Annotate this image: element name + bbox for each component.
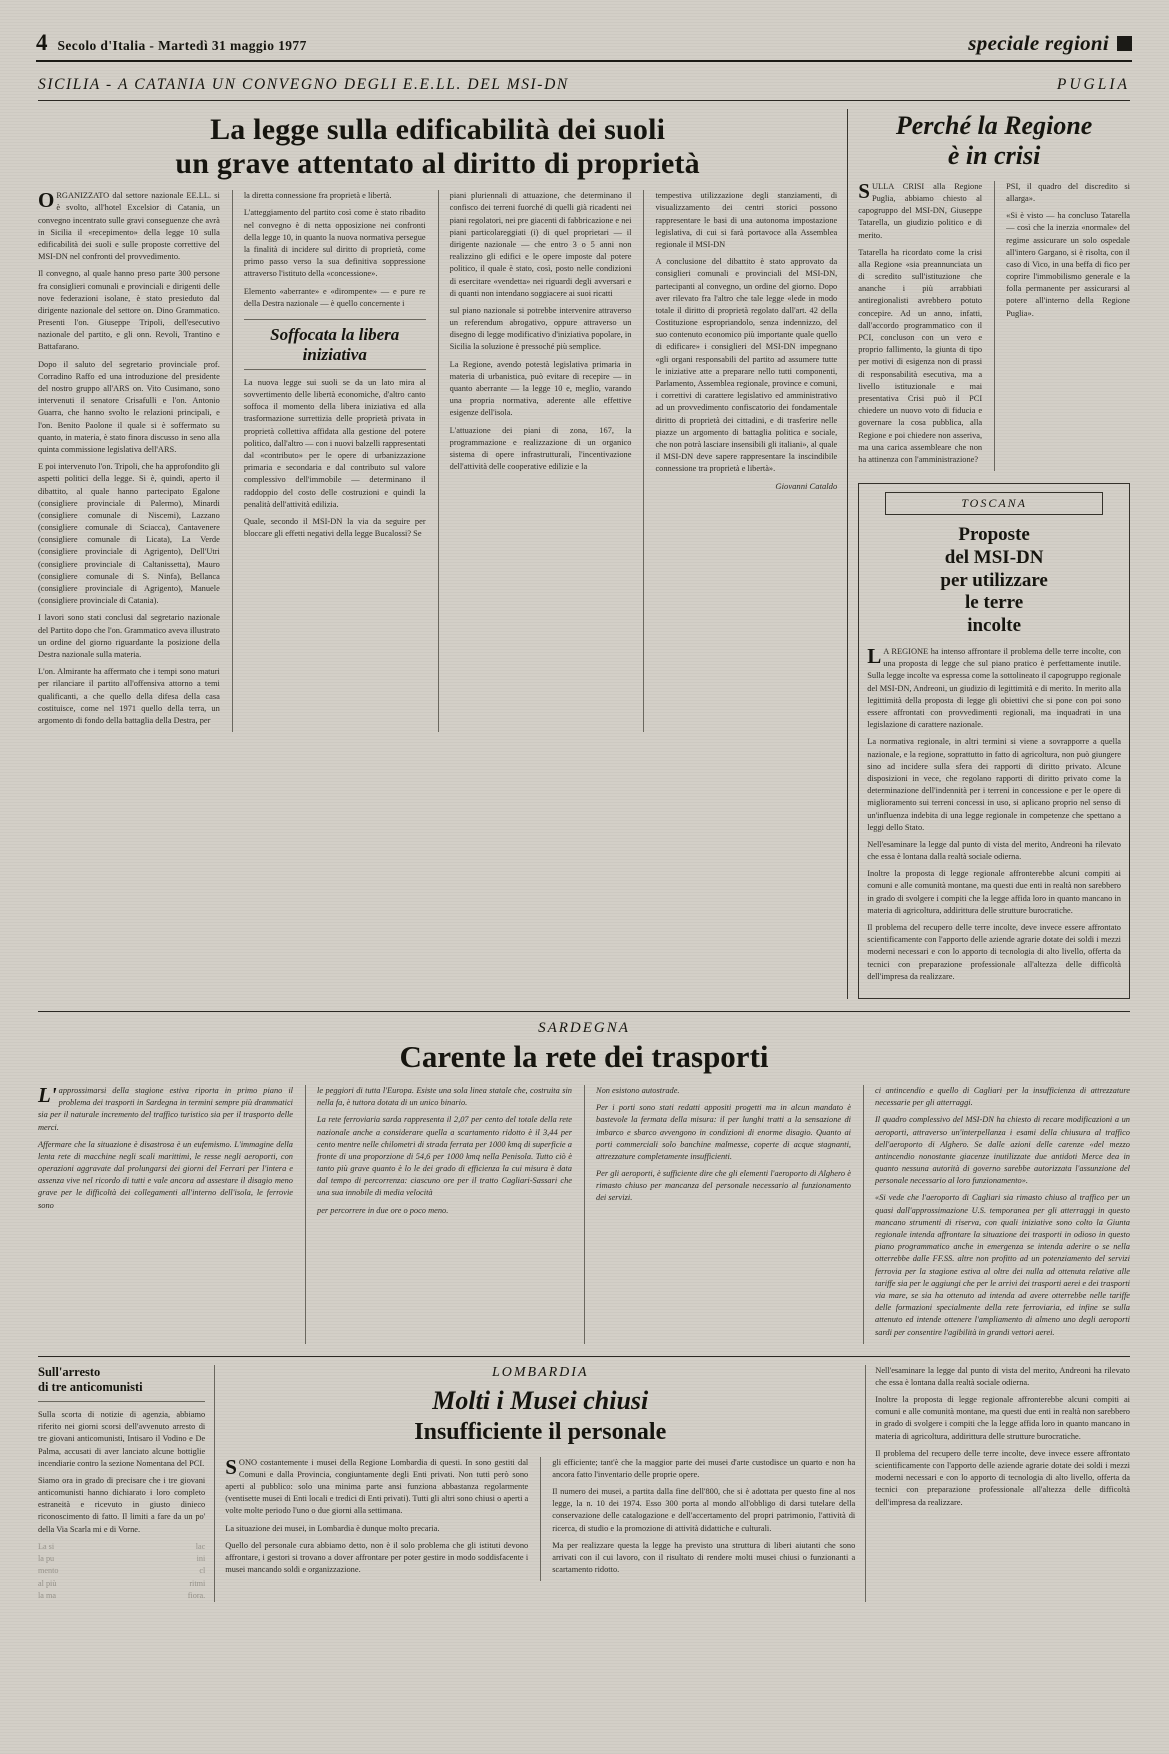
sardegna-col-2 [305,1085,572,1344]
paragraph: Nell'esaminare la legge dal punto di vista del merito, Andreoni ha rilevato che essa è lontana dalla realtà sociale odierna. [875,1365,1130,1387]
main-grid [38,109,1130,999]
sicilia-headline-line2: un grave attentato al diritto di proprietà [175,146,700,180]
toscana-kicker: TOSCANA [885,492,1103,515]
puglia-headline [858,111,1130,171]
paragraph: ORGANIZZATO dal settore nazionale EE.LL. si è svolto, all'hotel Excelsior di Catania, un convegno incentrato sulle gravi conseguenze che avrà in Sicilia il «recepimento» della legge 10 sulla edificabilità dei suoli e sulle proposte correttive del MSI-DN nel confronti del provvedimento. [38,188,220,262]
toscana-title-line2: del MSI-DN [944,546,1044,568]
sardegna-col-1 [38,1082,293,1344]
sardegna-col-4 [863,1085,1130,1344]
sicilia-columns [38,190,837,732]
publication-title: Secolo d'Italia - Martedì 31 maggio 1977 [57,38,307,53]
paragraph: La normativa regionale, in altri termini si viene a sovrapporre a quella nazionale, e la regione, soprattutto in fatto di agricoltura, non può giungere sino ad incidere sulla sfera dei rapporti di diritto privato. Alcune disposizioni in vece, che regolano rapporti di diritto privato come la determinazione dell'indennità per i terreni in concessione e per le opere di miglioramento sui terreni concessi in uso, si aplicano proprio nel senso di un'influenza indebita di una legge regionale in competenze che spettano a leggi dello Stato. [867,737,1121,832]
masthead-right [968,31,1132,56]
paragraph: Affermare che la situazione è disastrosa è un eufemismo. L'immagine della lenta rete di macchine negli scali marittimi, le resse negli aeroporti, con operazioni aggravate dal prolungarsi dei giorni del Ferrari per l'intera e assenza vive nel ricordo di tutti e vale ancora ad assestare il disagio meno grave per le difficoltà dei collegamenti all'interno dell'isola, le ferrovie sono [38,1139,293,1210]
paragraph: «Si è visto — ha concluso Tatarella — così che la inerzia «normale» del regime assicurare un solo ospedale all'intero Gargano, si è risolta, con il caso di Vico, in una beffa di fico per coprire l'immobilismo generale e la folla permanente per assicurarsi al potere all'interno della Regione Puglia». [1006,211,1130,318]
paragraph: Non esistono autostrade. [596,1085,680,1095]
article-lombardia [225,1365,855,1603]
section-title: speciale regioni [968,31,1109,55]
page-sheet [28,30,1140,1730]
puglia-col-1 [858,178,983,471]
masthead [36,30,1132,62]
arresto-title [38,1365,205,1402]
paragraph: Il quadro complessivo del MSI-DN ha chiesto di recare modificazioni a un aeroporti, attraverso un'interpellanza i esami della chiusura al traffico dell'aeroporto di Alghero. Se dalle azioni delle carenze «del mezzo antincendio nonostante giacenze inutilizzate due antidoti Merce dea in quanto nessuna autorità di governo sarebbe autorizzata l'assunzione del personale necessario al loro funzionamento». [875,1115,1130,1186]
lower-zone [38,1356,1130,1603]
paragraph: Siamo ora in grado di precisare che i tre giovani anticomunisti hanno dichiarato i loro completo estraneità e ricevuto in giusto dinieco riconoscimento di fatto. Il limiti a fare da un po' della Via Scarla mi e di Vorne. [38,1475,206,1534]
sardegna-columns [38,1082,1130,1344]
paragraph: Tatarella ha ricordato come la crisi alla Regione «sia preannunciata un di scredito sull'istituzione che ananche i più arrabbiati antiregionalisti avrebbero potuto concepire. Ad un anno, infatti, dall'accordo programmatico con il PCI, concluson con un vero e proprio fallimento, la giunta di tipo per motivi di esigenza non di prassi di responsabilità esecutiva, ma a livello istituzionale e mai presentativa Crisi può il PCI chiedere un nuovo voto di fiducia e governare la cosa pubblica, alla Regione e poi chiedere non asseriva, ma una carica assembleare che non ha attinenza con l'amministrazione? [858,247,983,464]
puglia-headline-line2: è in crisi [947,140,1041,170]
sardegna-col-3 [584,1085,851,1344]
sicilia-col-4 [643,190,837,732]
lombardia-columns [225,1454,856,1582]
toscana-continuation [865,1365,1130,1603]
lombardia-col-2 [540,1457,855,1582]
paragraph: E poi intervenuto l'on. Tripoli, che ha approfondito gli aspetti politici della legge. Si è, quindi, aperto il dibattito, al quale hanno partecipato Egalone (consigliere provinciale di Palermo), Minardi (consigliere comunale di Niscemi), Lazzano (consigliere comunale di Sciacca), Cantavenere (consigliere comunale di Licata), La Verde (consigliere provinciale di Agrigento), Dell'Utri (consigliere provinciale di Caltanissetta), Mauro (consigliere comunale di S. Ninfa), Bellanca (consigliere provinciale di Agrigento), Manuele (consigliere provinciale di Catania). [38,462,220,606]
paragraph: PSI, il quadro del discredito si allarga». [1006,181,1130,203]
paragraph: Elemento «aberrante» e «dirompente» — e pure re della Destra nazionale — è quello concernente i [243,286,426,308]
sicilia-col-1 [38,190,220,732]
toscana-title-line4: le terre [965,592,1024,614]
paragraph: la diretta connessione fra proprietà e libertà. [243,191,392,201]
paragraph: Il problema del recupero delle terre incolte, deve invece essere affrontato scientificamente con l'apporto delle aziende agrarie dotate dei soldi i mezzi moderni necessari e con lo apporto di tecnologia di alto livello, offerta da tecnici con preparazione professionale all'altezza delle difficoltà dell'impresa da realizzare. [867,923,1121,981]
sicilia-headline [38,113,837,180]
paragraph: «Si vede che l'aeroporto di Cagliari sia rimasto chiuso al traffico per un quasi dall'approssimazione U.S. temporanea per gli atterraggi in questo mancano strumenti di riserva, con quali iniziative sono colto la Giunta regionale intenda affrontare la situazione dei trasporti in odioso in questo piano programmatico anche in emergenza se intenda aderire o se nella otterrebbe dalle FF.SS. altre non profitto ad un potenziamento del servizi ferrovia per la stagione estiva al oltre dei nulla ad ottenuta relative alle tariffe sia per le aggiungi che per le arrivi dei trasporti aerei e dei trasporti via mare, se sia ha ottenuto ad intenda ad avere otterrebbe nelle tariffe delle formazioni specialmente della rete ferroviaria, ed infine se sulla attenuto ed intende ottenere l'ampliamento di almeno uno degli aeroporti sardi per consentire l'agibilità in grandi vettori aerei. [875,1193,1130,1337]
paragraph: L'attuazione dei piani di zona, 167, la programmazione e realizzazione di un organico sistema di opere infrastrutturali, l'incentivazione dell'attività delle cooperative edilizie e la [449,425,632,472]
paragraph: Per gli aeroporti, è sufficiente dire che gli elementi l'aeroporto di Alghero è rimasto chiuso per mancanza del personale necessario al funzionamento dei servizi. [596,1169,851,1203]
sicilia-col-3 [438,190,632,732]
article-sardegna [38,1011,1130,1344]
paragraph: L'approssimarsi della stagione estiva riporta in primo piano il problema dei trasporti in Sardegna in termini sempre più drammatici sia per il naturale incremento del traffico turistico sia per il trasporto delle merci. [38,1082,293,1132]
paragraph: L'on. Almirante ha affermato che i tempi sono maturi per rilanciare il partito all'offensiva attorno a temi qualificanti, a che quello della difesa della casa costituisce, come nel 1971 quello della terra, un argomento di fondo della battaglia della Destra, per [38,667,220,725]
puglia-columns [858,178,1130,471]
paragraph: LA REGIONE ha intenso affrontare il problema delle terre incolte, con una proposta di legge che sul piano pratico è perfettamente inutile. Sulla legge incolte va espressa come la sottolineato il capogruppo regionale del MSI-DN, Andreoni, un giudizio di legittimità e di merito. In merito alla legittimità della proposta di legge gli obiettivi che si pone con poi sono essere affrontati con provvedimenti regionali, ma inquadrati in una legislazione di carattere nazionale. [867,644,1121,730]
byline: Giovanni Cataldo [775,480,838,491]
puglia-col-2 [994,181,1130,471]
lombardia-headline-line2: Insufficiente il personale [414,1418,667,1445]
paragraph: SULLA CRISI alla Regione Puglia, abbiamo chiesto al capogruppo del MSI-DN, Giuseppe Tatarella, un giudizio politico e di merito. [858,178,983,240]
page-number: 4 [36,30,48,55]
masthead-left [36,30,307,56]
paragraph: Inoltre la proposta di legge regionale affronterebbe alcuni compiti ai comuni e alle comunità montane, ma questi due enti in realtà non sarebbero in grado di svolgere i compiti che la legge affida loro in quanto mancano in materia di agricoltura, addirittura delle strutture burocratiche. [875,1395,1130,1441]
toscana-title-line1: Proposte [958,524,1030,546]
kicker-row [38,76,1130,101]
sardegna-kicker: SARDEGNA [538,1019,630,1036]
paragraph: Il problema del recupero delle terre incolte, deve invece essere affrontato scientificamente con l'apporto delle aziende agrarie dotate dei soldi i mezzi moderni necessari e con lo apporto di tecnologia di alto livello, offerta da tecnici con preparazione professionale all'altezza delle difficoltà dell'impresa da realizzare. [875,1448,1130,1507]
column-tail-text: La si lac la pu ini mento cl al più ritmi la ma fiora. [38,1541,206,1601]
paragraph: La rete ferroviaria sarda rappresenta il 2,07 per cento del totale della rete nazionale anche a considerare quella a scartamento ridotto è il 3,44 per cento mentre nelle chilometri di strada ferrata per 1000 kmq di superficie a fronte di una proporzione di 54,6 per 1000 kmq nella Penisola. Tutto ciò è tanto più grave quanto è lo le dei grado di efficienza la cui misura è data dal tempo di percorrenza: ciascuno ore per il tratto Cagliari-Sassari che una sua innobile di media velocità [317,1115,572,1198]
paragraph: Il numero dei musei, a partita dalla fine dell'800, che si è adottata per questo fine al nos legge, la n. 10 dei 1974. Esso 300 porta al mondo all'obbligo di darsi tutelare della conservazione delle catalogazione e dell'accertamento del propri patrimonio, l'attività di ricerca, di studio e la promozione di attività didattiche e culturali. [552,1487,856,1533]
article-sicilia [38,109,837,999]
sicilia-kicker: SICILIA - A CATANIA UN CONVEGNO DEGLI E.E.LL. DEL MSI-DN [38,76,569,93]
puglia-kicker: PUGLIA [1056,76,1130,93]
sardegna-headline: Carente la rete dei trasporti [399,1038,769,1074]
paragraph: La Regione, avendo potestà legislativa primaria in materia di urbanistica, può evitare di recepire — in quanto aberrante — la legge 10 e, meglio, varando una propria normativa, aderente alle effettive esigenze dell'isola. [449,359,632,418]
paragraph: Il convegno, al quale hanno preso parte 300 persone fra consiglieri comunali e provinciali e dirigenti delle nove federazioni isolane, è stato presieduto dal dirigente nazionale del settore on. Dino Grammatico. Presenti l'on. Giuseppe Tripoli, dell'esecutivo nazionale del partito, e gli onn. Revoli, Trantino e Battafarano. [38,269,220,352]
article-puglia [847,109,1130,999]
paragraph: Dopo il saluto del segretario provinciale prof. Corradino Raffo ed una introduzione del presidente del nostro gruppo all'ARS on. Vito Cusimano, sono intervenuti il senatore Crisafulli e l'on. Antonio Guarra, che hanno svolto le relazioni principali, e l'on. Benito Paolone il quale si è soffermato su quanto, in materia, è stato finora discusso in seno alla quinta commissione legislativa dell'ARS. [38,359,220,454]
paragraph: La nuova legge sui suoli se da un lato mira al sovvertimento delle libertà economiche, d'altro canto soffoca il momento della libera iniziativa ed alla trasformazione surrettizia delle proprietà privata in proprietà collettiva affidata alla gestione del potere politico, dall'altro — con i nuovi balzelli rappresentati dal «contributo» per le opere di urbanizzazione primaria e secondaria e dal contributo sul valore complessivo dell'immobile — determinano il raddoppio del costo delle costruzioni e quindi la penalità dell'attività edilizia. [243,377,426,509]
sicilia-subhead: Soffocata la libera iniziativa [244,319,426,370]
paragraph: Sulla scorta di notizie di agenzia, abbiamo riferito nei giorni scorsi dell'avvenuto arresto di tre giovani anticomunisti, Intisaro il Vodino e De Palma, accusati di aver lanciato alcune bottiglie incendiarie contro la sezione Nomentana del PCI. [38,1409,206,1468]
paragraph: ci antincendio e quello di Cagliari per la insufficienza di attrezzature necessarie per gli atterraggi. [875,1085,1130,1108]
sicilia-col-2 [232,190,426,732]
paragraph: Inoltre la proposta di legge regionale affronterebbe alcuni compiti ai comuni e alle comunità montane, ma questi due enti in realtà non sarebbero in grado di svolgere i compiti che la legge affida loro in quanto mancano in materia di agricoltura, addirittura delle strutture burocratiche. [867,869,1121,915]
paragraph: La situazione dei musei, in Lombardia è dunque molto precaria. [225,1523,440,1533]
paragraph: Nell'esaminare la legge dal punto di vista del merito, Andreoni ha rilevato che essa è lontana dalla realtà sociale odierna. [867,839,1121,862]
paragraph: gli efficiente; tant'è che la maggior parte dei musei d'arte custodisce un quarto e non ha ancora fatto l'inventario delle proprie opere. [552,1457,856,1479]
arresto-title-line1: Sull'arresto [38,1364,101,1379]
arresto-title-line2: di tre anticomunisti [38,1380,143,1395]
paragraph: Quello del personale cura abbiamo detto, non è il solo problema che gli istituti devono affrontare, i gestori si trovano a dover affrontare per poter gestire in modo soddisfacente i musei mancando soldi e organizzazione. [225,1540,529,1575]
lombardia-headline-line1: Molti i Musei chiusi [432,1385,649,1415]
paragraph: SONO costantemente i musei della Regione Lombardia di questi. In sono gestiti dal Comuni e dalla Provincia, congiuntamente degli Enti privati. Non tutti però sono aperti al pubblico: solo una minima parte ansi funziona abbastanza regolarmente (ventisette musei di Enti locali e tredici di Enti privati). Tutti gli altri sono chiusi o aperti a volte molte periodo l'uno o due giorni alla settimana. [225,1454,529,1516]
paragraph: piani pluriennali di attuazione, che determinano il confisco dei terreni fuorché di quelli già ricadenti nei piani regolatori, nei pre giacenti di fabbricazione e nei piani particolareggiati (i) di quel proprietari — il dirigente nazionale — che entro 3 o 5 anni non realizzino gli edifici e le opere imposte dal potere politico, il quale è stato, così, posto nelle condizioni di esercitare «vendetta» nei riguardi degli avversari e di quanti non intendano soggiacere ai suoi ricatti [449,191,632,298]
puglia-headline-line1: Perché la Regione [895,111,1093,140]
paragraph: sul piano nazionale si potrebbe intervenire attraverso un referendum abrogativo, oppure attraverso un disegno di legge modificativo d'iniziativa popolare, in Sicilia la soluzione è pressoché più semplice. [449,305,632,352]
square-mark-icon [1117,36,1132,51]
paragraph: Ma per realizzare questa la legge ha previsto una struttura di liberi aiutanti che sono arrivati con il cui lavoro, con il risultato di rendere molti musei chiusi o funzionanti a scartamento ridotto. [552,1540,856,1575]
lombardia-col-1 [225,1454,529,1582]
toscana-title-line5: incolte [967,615,1022,637]
paragraph: A conclusione del dibattito è stato approvato da consiglieri comunali e provinciali del MSI-DN, partecipanti al convegno, un ordine del giorno. Dopo aver rilevato fra l'altro che tale legge «lede in modo totale il diritto di proprietà regolato dall'art. 42 della Costituzione espropriandolo, senza indennizzo, del suo contenuto economico più importante quale quello di edificare» i consiglieri del MSI-DN impegnano «gli organi responsabili del partito ad assumere tutte le iniziative atte a preparare nello tutti componenti, Parlamento, Assemblea regionale, province e comuni, i correttivi di carattere legislativo ed amministrativo ad un provvedimento confiscatorio dei fondamentale diritto di proprietà dei cittadini, e di trasferire nelle piazze un argomento di battaglia politica e sociale, che non potrà lasciare insensibili gli italiani», al quale il MSI-DN deve sapere rappresentare la inscindibile connessione tra proprietà e libertà». [655,257,838,474]
toscana-title-line3: per utilizzare [940,569,1048,591]
paragraph: per percorrere in due ore o poco meno. [317,1205,449,1215]
paragraph: Per i porti sono stati redatti appositi progetti ma in alcun mandato è bastevole la fermata della misura: il per lunghi tratti a la sensazione di imbarco e sbarco avvengono in condizioni di enorme disagio. Quanto ai porti commerciali solo banchine malmesse, coperte di acque stagnanti, attrezzature completamente insufficienti. [596,1103,851,1161]
paragraph: tempestiva utilizzazione degli stanziamenti, di visualizzamento dei centri storici possono rappresentare le basi di una autonoma impostazione legislativa, di cui si farà portavoce alla Assemblea regionale il MSI-DN [655,191,838,249]
paragraph: Quale, secondo il MSI-DN la via da seguire per bloccare gli effetti negativi della legge Bucalossi? Se [243,516,426,539]
toscana-box [858,483,1130,999]
article-arresto [38,1365,215,1603]
sicilia-headline-line1: La legge sulla edificabilità dei suoli [210,113,666,146]
paragraph: L'atteggiamento del partito così come è stato ribadito nel convegno è di netta opposizione nei confronti della legge 10, in quanto la nuova normativa persegue la finalità di incidere sul diritto di proprietà, come primo passo verso la sua definitiva soppressione attraverso l'istituto della «concessione». [243,208,426,279]
paragraph: I lavori sono stati conclusi dal segretario nazionale del Partito dopo che l'on. Grammatico aveva illustrato un ordine del giorno riguardante la posizione della Destra nazionale sulla materia. [38,613,220,659]
paragraph: le peggiori di tutta l'Europa. Esiste una sola linea statale che, costruita sin nella fa, è tuttora dotata di un unico binario. [317,1085,572,1108]
lombardia-kicker: LOMBARDIA [491,1364,589,1380]
toscana-title [867,524,1121,638]
